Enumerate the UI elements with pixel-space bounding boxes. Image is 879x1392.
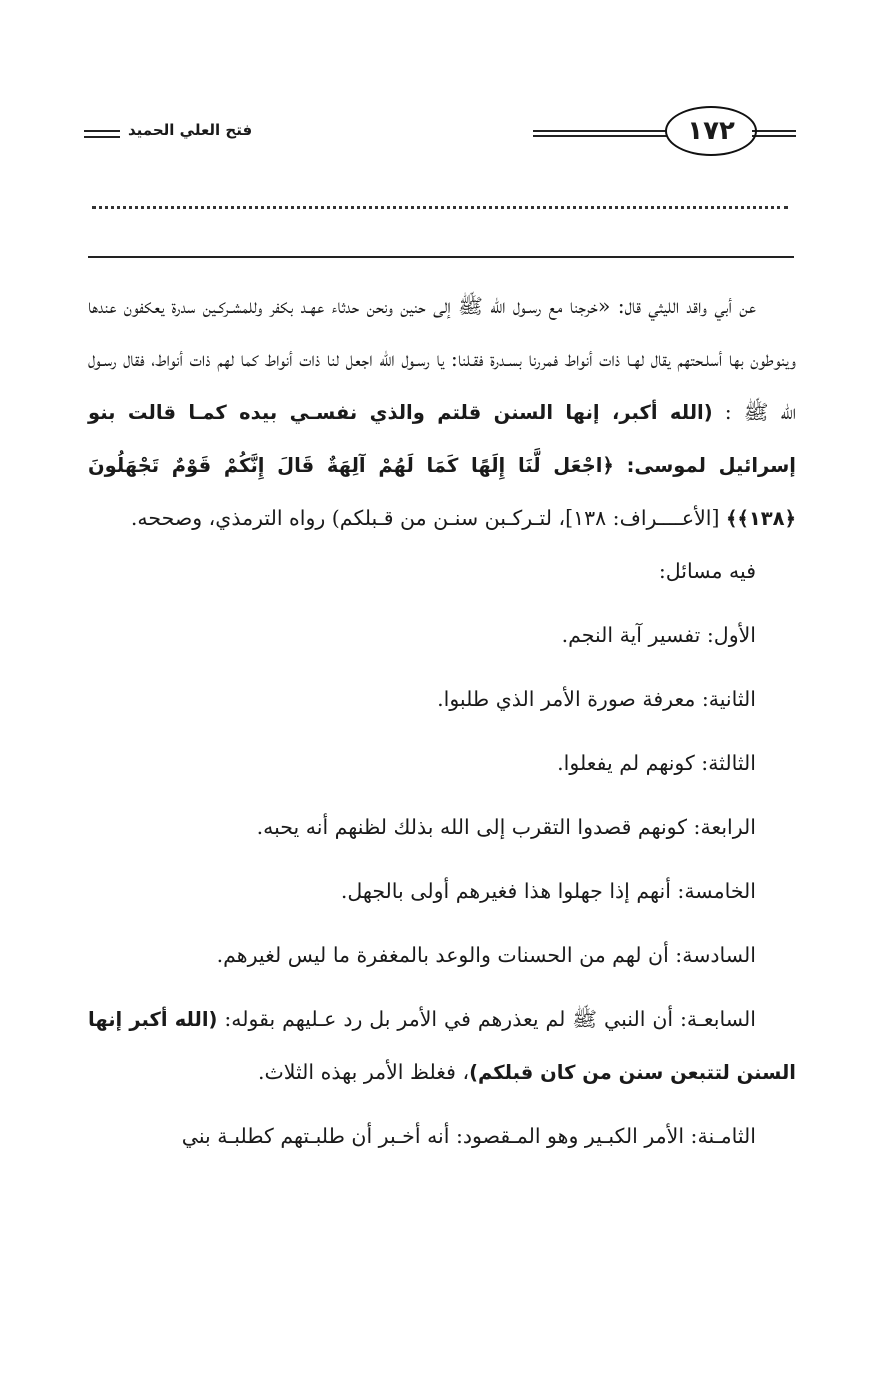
footnote-separator (88, 256, 794, 258)
hadith-paragraph (88, 280, 796, 545)
dotted-divider (92, 206, 788, 209)
issue-1: الأول: تفسير آية النجم. (561, 623, 756, 647)
book-title: فتح العلي الحميد (128, 121, 253, 139)
hadith-text-part1: عن أبي واقد الليثي قال: «خرجنا مع رسـول الله ﷺ إلى حنين ونحن حدثاء عهـد بكفر وللمشـركـين سدرة يعكفون عندها وينوطون بها أسلـحتهم يقال لهـا ذات أنواط فمررنا بسـدرة فقـلنا: يا رسـول الله اجعل لنا ذات أنواط كما لهم ذات أنواط، فقال رسـول الله ﷺ : (88, 294, 796, 424)
issue-7 (88, 993, 796, 1099)
issue-3: الثالثة: كونهم لم يفعلوا. (557, 751, 756, 775)
issue-7-start: السابعـة: أن النبي ﷺ لم يعذرهم في الأمر بل رد عـليهم بقوله: (217, 1007, 756, 1031)
page-number-double-rule-right (752, 130, 796, 137)
hadith-bold-quote: (الله أكبر، إنها السنن قلتم والذي نفسـي بيده كمـا قالت بنو إسرائيل لموسى: ﴿اجْعَل لَّنَا إِلَهًا كَمَا لَهُمْ آلِهَةٌ قَالَ إِنَّكُمْ قَوْمٌ تَجْهَلُونَ ﴿١٣٨﴾﴾ (88, 401, 796, 530)
issue-6: السادسة: أن لهم من الحسنات والوعد بالمغفرة ما ليس لغيرهم. (216, 943, 756, 967)
title-double-rule (84, 130, 120, 138)
page-number: ١٧٢ (665, 106, 757, 156)
page-number-double-rule (533, 130, 667, 137)
issue-7-end: ، فغلظ الأمر بهذه الثلاث. (257, 1060, 470, 1084)
issue-5: الخامسة: أنهم إذا جهلوا هذا فغيرهم أولى بالجهل. (340, 879, 756, 903)
issue-2: الثانية: معرفة صورة الأمر الذي طلبوا. (437, 687, 756, 711)
issue-4: الرابعة: كونهم قصدوا التقرب إلى الله بذلك لظنهم أنه يحبه. (256, 815, 756, 839)
main-text (88, 280, 796, 1163)
issues-heading: فيه مسائل: (658, 559, 756, 583)
issue-8: الثامـنة: الأمر الكبـير وهو المـقصود: أنه أخـبر أن طلبـتهم كطلبـة بني (181, 1124, 756, 1148)
page-header (80, 106, 800, 162)
issue-7-bold-quote: (الله أكبر إنها السنن لتتبعن سنن من كان قبلكم) (88, 1008, 796, 1084)
hadith-text-part2: [الأعــــراف: ١٣٨]، لتـركـبن سنـن من قـبلكم) رواه الترمذي، وصححه. (130, 506, 726, 530)
